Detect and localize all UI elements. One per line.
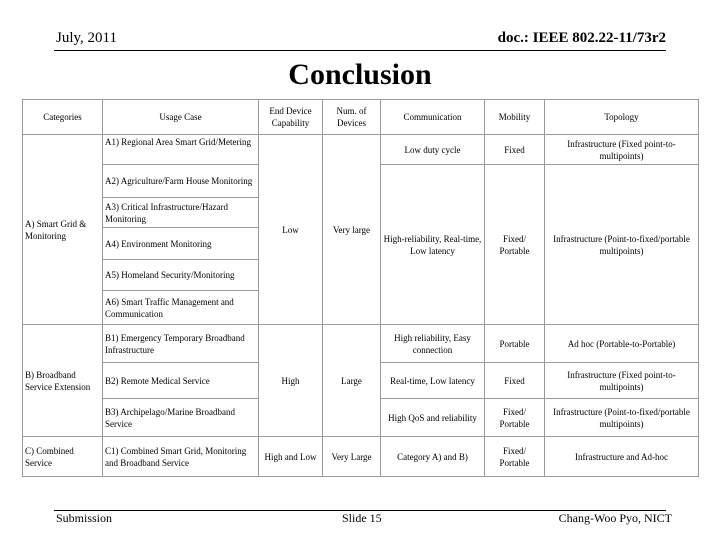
page-title: Conclusion [288,58,432,91]
mobility-c: Fixed/ Portable [485,437,545,477]
col-end-device: End Device Capability [259,100,323,135]
table-header-row [23,100,699,135]
col-topology: Topology [545,100,699,135]
mobility-a2: Fixed/ Portable [485,165,545,325]
num-devices-a: Very large [323,135,381,325]
category-c: C) Combined Service [23,437,103,477]
num-devices-c: Very Large [323,437,381,477]
col-mobility: Mobility [485,100,545,135]
usage-a4: A4) Environment Monitoring [103,228,259,260]
category-b: B) Broadband Service Extension [23,325,103,437]
comm-a2: High-reliability, Real-time, Low latency [381,165,485,325]
header-date: July, 2011 [56,30,117,46]
usage-b2: B2) Remote Medical Service [103,363,259,399]
end-device-a: Low [259,135,323,325]
usage-a2: A2) Agriculture/Farm House Monitoring [103,165,259,198]
end-device-b: High [259,325,323,437]
col-num-devices: Num. of Devices [323,100,381,135]
usage-a1: A1) Regional Area Smart Grid/Metering [103,135,259,165]
col-communication: Communication [381,100,485,135]
usage-b3: B3) Archipelago/Marine Broadband Service [103,399,259,437]
usage-a3: A3) Critical Infrastructure/Hazard Monitoring [103,198,259,228]
table-row [23,325,699,363]
table-row [23,437,699,477]
usage-a6: A6) Smart Traffic Management and Communication [103,291,259,325]
topology-c: Infrastructure and Ad-hoc [545,437,699,477]
topology-b3: Infrastructure (Point-to-fixed/portable multipoints) [545,399,699,437]
topology-b2: Infrastructure (Fixed point-to-multipoints) [545,363,699,399]
col-usage-case: Usage Case [103,100,259,135]
mobility-b1: Portable [485,325,545,363]
comm-c: Category A) and B) [381,437,485,477]
mobility-b2: Fixed [485,363,545,399]
num-devices-b: Large [323,325,381,437]
usage-b1: B1) Emergency Temporary Broadband Infrastructure [103,325,259,363]
usage-c1: C1) Combined Smart Grid, Monitoring and Broadband Service [103,437,259,477]
topology-b1: Ad hoc (Portable-to-Portable) [545,325,699,363]
header-rule [54,50,666,51]
comm-b3: High QoS and reliability [381,399,485,437]
footer-submission: Submission [56,511,113,525]
footer-slide-number: Slide 15 [342,511,382,525]
comm-a1: Low duty cycle [381,135,485,165]
mobility-a1: Fixed [485,135,545,165]
col-categories: Categories [23,100,103,135]
topology-a2: Infrastructure (Point-to-fixed/portable multipoints) [545,165,699,325]
mobility-b3: Fixed/ Portable [485,399,545,437]
header-doc-id: doc.: IEEE 802.22-11/73r2 [497,30,666,46]
table-row [23,135,699,165]
footer-author: Chang-Woo Pyo, NICT [558,511,672,525]
comm-b2: Real-time, Low latency [381,363,485,399]
topology-a1: Infrastructure (Fixed point-to-multipoints) [545,135,699,165]
usage-a5: A5) Homeland Security/Monitoring [103,260,259,291]
category-a: A) Smart Grid & Monitoring [23,135,103,325]
comm-b1: High reliability, Easy connection [381,325,485,363]
conclusion-table [22,99,699,477]
end-device-c: High and Low [259,437,323,477]
